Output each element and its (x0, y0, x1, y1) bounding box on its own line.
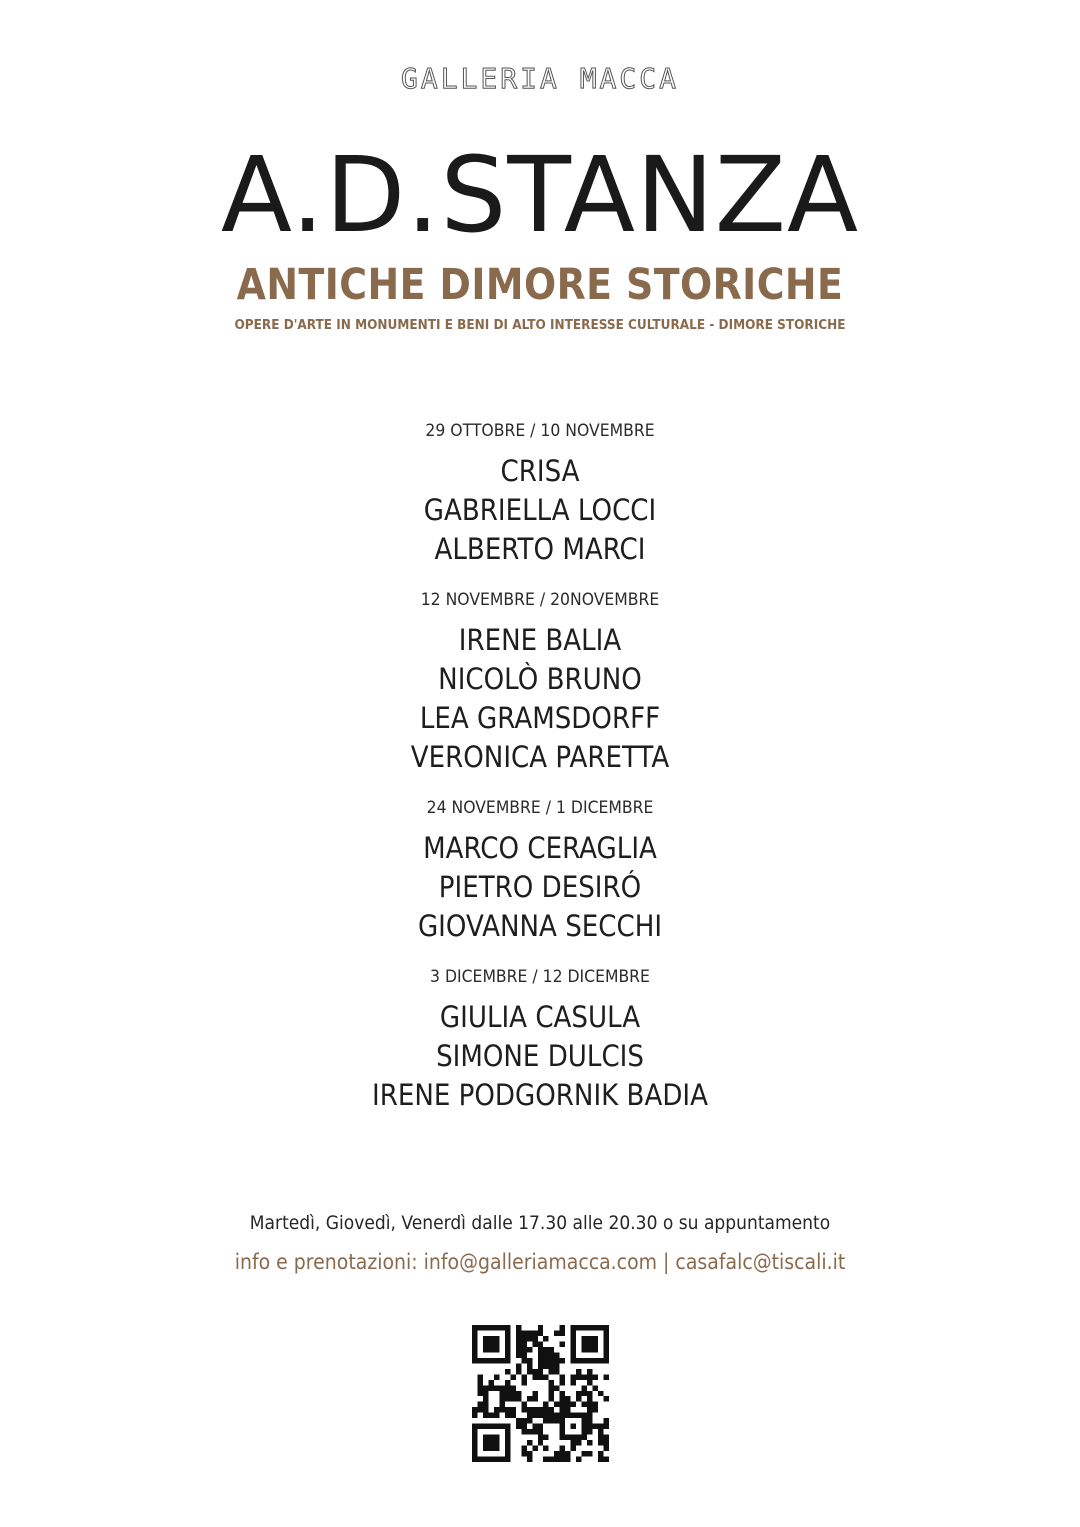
artist-name: GIULIA CASULA (439, 1000, 641, 1034)
period-2 (0, 589, 1080, 777)
page-title: A.D.STANZA (220, 134, 860, 256)
qr-code-icon (472, 1325, 609, 1462)
subtitle: ANTICHE DIMORE STORICHE (236, 260, 844, 310)
tagline: OPERE D'ARTE IN MONUMENTI E BENI DI ALTO INTERESSE CULTURALE - DIMORE STORICHE (234, 318, 846, 333)
artist-name: MARCO CERAGLIA (423, 831, 657, 865)
artist-name: IRENE BALIA (458, 623, 622, 657)
exhibition-program (0, 420, 1080, 1135)
artist-name: SIMONE DULCIS (436, 1039, 644, 1073)
artist-name: VERONICA PARETTA (410, 740, 670, 774)
opening-hours: Martedì, Giovedì, Venerdì dalle 17.30 alle 20.30 o su appuntamento (249, 1212, 831, 1234)
period-dates: 24 NOVEMBRE / 1 DICEMBRE (426, 798, 654, 818)
artist-name: GIOVANNA SECCHI (417, 909, 663, 943)
period-dates: 12 NOVEMBRE / 20NOVEMBRE (420, 590, 660, 610)
period-4 (0, 966, 1080, 1115)
period-3 (0, 797, 1080, 946)
artist-name: IRENE PODGORNIK BADIA (372, 1078, 708, 1112)
contact-info[interactable]: info e prenotazioni: info@galleriamacca.com | casafalc@tiscali.it (234, 1250, 846, 1274)
artist-name: PIETRO DESIRÓ (438, 870, 642, 904)
artist-name: NICOLÒ BRUNO (438, 662, 642, 696)
artist-name: ALBERTO MARCI (434, 532, 646, 566)
gallery-logo: GALLERIA MACCA (400, 62, 679, 95)
artist-name: GABRIELLA LOCCI (423, 493, 657, 527)
artist-name: CRISA (500, 454, 580, 488)
period-dates: 3 DICEMBRE / 12 DICEMBRE (430, 967, 650, 987)
artist-name: LEA GRAMSDORFF (419, 701, 661, 735)
period-dates: 29 OTTOBRE / 10 NOVEMBRE (425, 421, 655, 441)
period-1 (0, 420, 1080, 569)
